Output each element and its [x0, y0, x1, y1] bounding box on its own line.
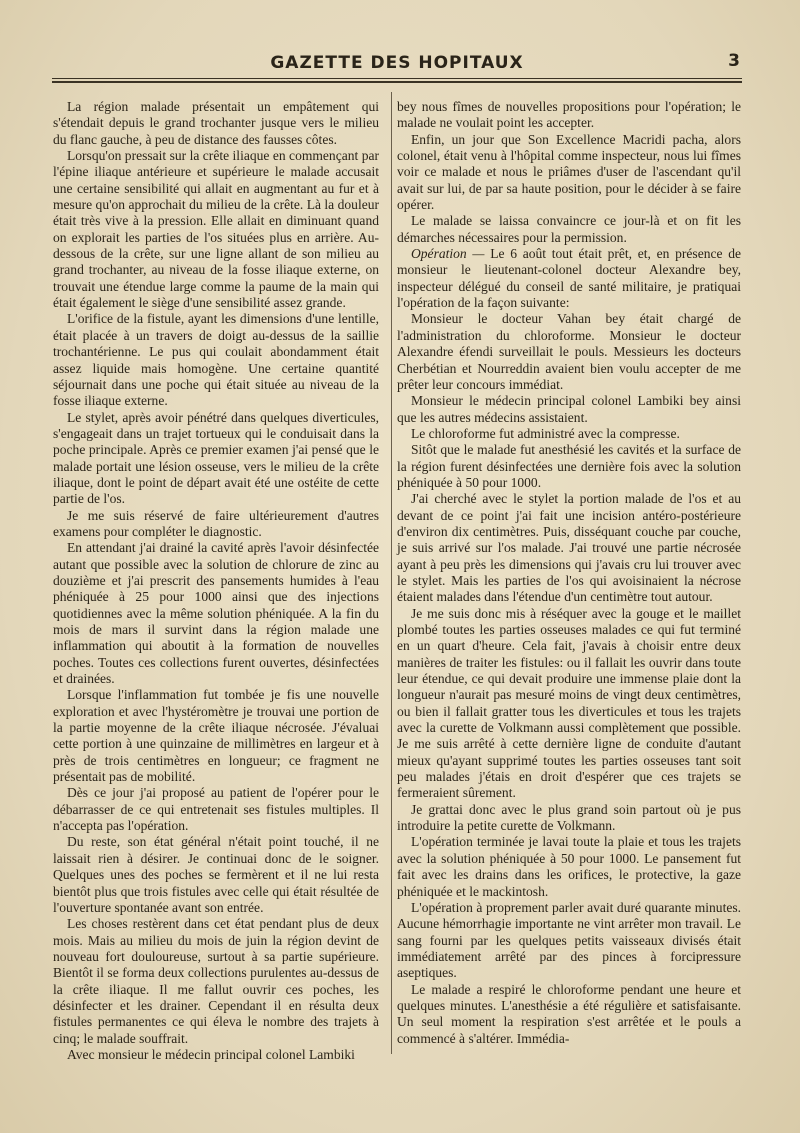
paragraph: Sitôt que le malade fut anesthésié les cavités et la surface de la région furent désinfectées une dernière fois avec la solution phéniquée à 50 pour 1000. [397, 442, 741, 490]
paragraph: Les choses restèrent dans cet état pendant plus de deux mois. Mais au milieu du mois de juin la région devint de nouveau fort douloureuse, surtout à sa partie supérieure. Bientôt il se forma deux collections purulentes au-dessus de la crête iliaque. Il me fallut ouvrir ces poches, les désinfecter et les drainer. Cependant il en résulta deux fistules permanentes ce qui éleva le nombre des trajets à cinq; le malade souffrait. [53, 916, 379, 1046]
paragraph: Lorsqu'on pressait sur la crête iliaque en commençant par l'épine iliaque antérieure et supérieure le malade accusait une certaine sensibilité qui allait en augmentant au fur et à mesure qu'on approchait du milieu de la crête. Là la douleur était très vive à la pression. Elle allait en diminuant quand on explorait les parties de l'os situées plus en arrière. Au-dessous de la crête, sur une ligne allant de son milieu au grand trochanter, au niveau de la fosse iliaque externe, on trouvait une étendue large comme la paume de la main qui était également le siège d'une sensibilité assez grande. [53, 148, 379, 311]
paragraph: Le stylet, après avoir pénétré dans quelques diverticules, s'engageait dans un trajet tortueux qui le conduisait dans la poche principale. Après ce premier examen j'ai pensé que le malade portait une lésion osseuse, vers le milieu de la crête iliaque, dont le point de départ avait été une ostéite de cette partie de l'os. [53, 409, 379, 507]
paragraph: Le malade se laissa convaincre ce jour-là et on fit les démarches nécessaires pour la permission. [397, 213, 741, 245]
paragraph: Du reste, son état général n'était point touché, il ne laissait rien à désirer. Je continuai donc de le soigner. Quelques unes des poches se fermèrent et il ne lui resta bientôt plus que trois fistules avec celle qui était résultée de l'ouverture spontanée avant son entrée. [53, 834, 379, 915]
left-column [53, 99, 379, 1063]
paragraph: L'orifice de la fistule, ayant les dimensions d'une lentille, était placée à un travers de doigt au-dessus de la saillie trochantérienne. Le pus qui coulait abondamment était assez liquide mais homogène. Une certaine quantité séjournait dans une poche qui était située au niveau de la fosse iliaque externe. [53, 311, 379, 409]
paragraph: Je grattai donc avec le plus grand soin partout où je pus introduire la petite curette de Volkmann. [397, 801, 741, 834]
paragraph: En attendant j'ai drainé la cavité après l'avoir désinfectée autant que possible avec la solution de chlorure de zinc au douzième et j'ai prescrit des pansements humides à l'eau phéniquée à 25 pour 1000 ainsi que des injections quotidiennes avec la même solution phéniquée. A la fin du mois de mars il survint dans la région malade une inflammation qui aboutit à la formation de nouvelles poches. Toutes ces collections furent ouvertes, désinfectées et drainées. [53, 540, 379, 687]
publication-title: GAZETTE DES HOPITAUX [270, 53, 524, 73]
paragraph: bey nous fîmes de nouvelles propositions pour l'opération; le malade ne voulait point les accepter. [397, 99, 741, 131]
paragraph: L'opération à proprement parler avait duré quarante minutes. Aucune hémorrhagie importante ne vint arrêter mon travail. Le sang fourni par les quelques petits vaisseaux divisés était immédiatement arrêté par des pinces à forcipressure aseptiques. [397, 899, 741, 981]
column-divider [391, 92, 392, 1054]
paragraph-text: Le 6 août tout était prêt, et, en présence de monsieur le lieutenant-colonel docteur Alexandre bey, inspecteur délégué du conseil de santé militaire, je pratiquai l'opération de la façon suivante: [397, 246, 742, 311]
paragraph: Avec monsieur le médecin principal colonel Lambiki [67, 1046, 355, 1062]
paragraph: La région malade présentait un empâtement qui s'étendait depuis le grand trochanter jusque vers le milieu du flanc gauche, à peu de distance des fausses côtes. [53, 99, 379, 147]
operation-heading: Opération — [411, 246, 485, 262]
paragraph: Je me suis donc mis à réséquer avec la gouge et le maillet plombé toutes les parties osseuses malades ce qui fut terminé en un quart d'heure. Cela fait, j'avais à choisir entre deux manières de traiter les fistules: ou il fallait les ouvrir dans toute leur étendue, ce qui devait produire une immense plaie dont la longueur n'aurait pas mesuré moins de vingt deux centimètres, ou bien il fallait gratter tous les diverticules et tous les trajets avec la curette de Volkmann aussi complètement que possible. Je me suis arrêté à cette dernière ligne de conduite d'autant mieux qu'ayant supprimé toutes les parties osseuses tant soit peu malades j'étais en droit d'espérer que ces trajets se fermeraient sûrement. [397, 605, 741, 801]
paragraph: Je me suis réservé de faire ultérieurement d'autres examens pour compléter le diagnostic. [53, 507, 379, 539]
page-number: 3 [728, 51, 740, 71]
paragraph: Dès ce jour j'ai proposé au patient de l'opérer pour le débarrasser de ce qui entretenait ses fistules multiples. Il n'accepta pas l'opération. [53, 785, 379, 834]
paragraph: Le chloroforme fut administré avec la compresse. [411, 425, 680, 441]
paragraph: Monsieur le médecin principal colonel Lambiki bey ainsi que les autres médecins assistaient. [397, 393, 741, 425]
header-rule-thick [52, 81, 742, 83]
paragraph: Monsieur le docteur Vahan bey était chargé de l'administration du chloroforme. Monsieur le docteur Alexandre éfendi surveillait le pouls. Messieurs les docteurs Cherbétian et Nourreddin avaient bien voulu accepter de me prêter leur concours immédiat. [397, 311, 741, 392]
right-column [397, 99, 741, 1047]
paragraph-operation [397, 246, 741, 311]
paragraph: Enfin, un jour que Son Excellence Macridi pacha, alors colonel, était venu à l'hôpital comme inspecteur, nous lui fîmes voir ce malade et nous le priâmes d'user de l'ascendant qu'il avait sur lui, de par sa haute position, pour le décider à se faire opérer. [397, 131, 741, 213]
paragraph: Lorsque l'inflammation fut tombée je fis une nouvelle exploration et avec l'hystéromètre je trouvai une portion de la partie moyenne de la crête iliaque nécrosée. J'évaluai cette portion à une quinzaine de millimètres en largeur et à près de trois centimètres en longueur; ce fragment ne présentait pas de mobilité. [53, 687, 379, 785]
page-header [52, 50, 742, 78]
paragraph: L'opération terminée je lavai toute la plaie et tous les trajets avec la solution phéniquée à 50 pour 1000. Le pansement fut fait avec les drains dans les orifices, le protective, la gaze phéniquée et le mackintosh. [397, 834, 741, 899]
header-rule-thin [52, 78, 742, 79]
paragraph: J'ai cherché avec le stylet la portion malade de l'os et au devant de ce point j'ai fait une incision antéro-postérieure d'environ dix centimètres. Puis, disséquant couche par couche, je suis arrivé sur l'os malade. J'ai trouvé une partie nécrosée ayant à peu près les dimensions qui j'avais cru lui trouver avec le stylet. Mais les parties de l'os qui avoisinaient la nécrose étaient malades dans l'étendue d'un centimètre tout autour. [397, 491, 741, 605]
paragraph: Le malade a respiré le chloroforme pendant une heure et quelques minutes. L'anesthésie a été régulière et satisfaisante. Un seul moment la respiration s'est arrêtée et le pouls a commencé à s'altérer. Immédia- [397, 981, 741, 1046]
